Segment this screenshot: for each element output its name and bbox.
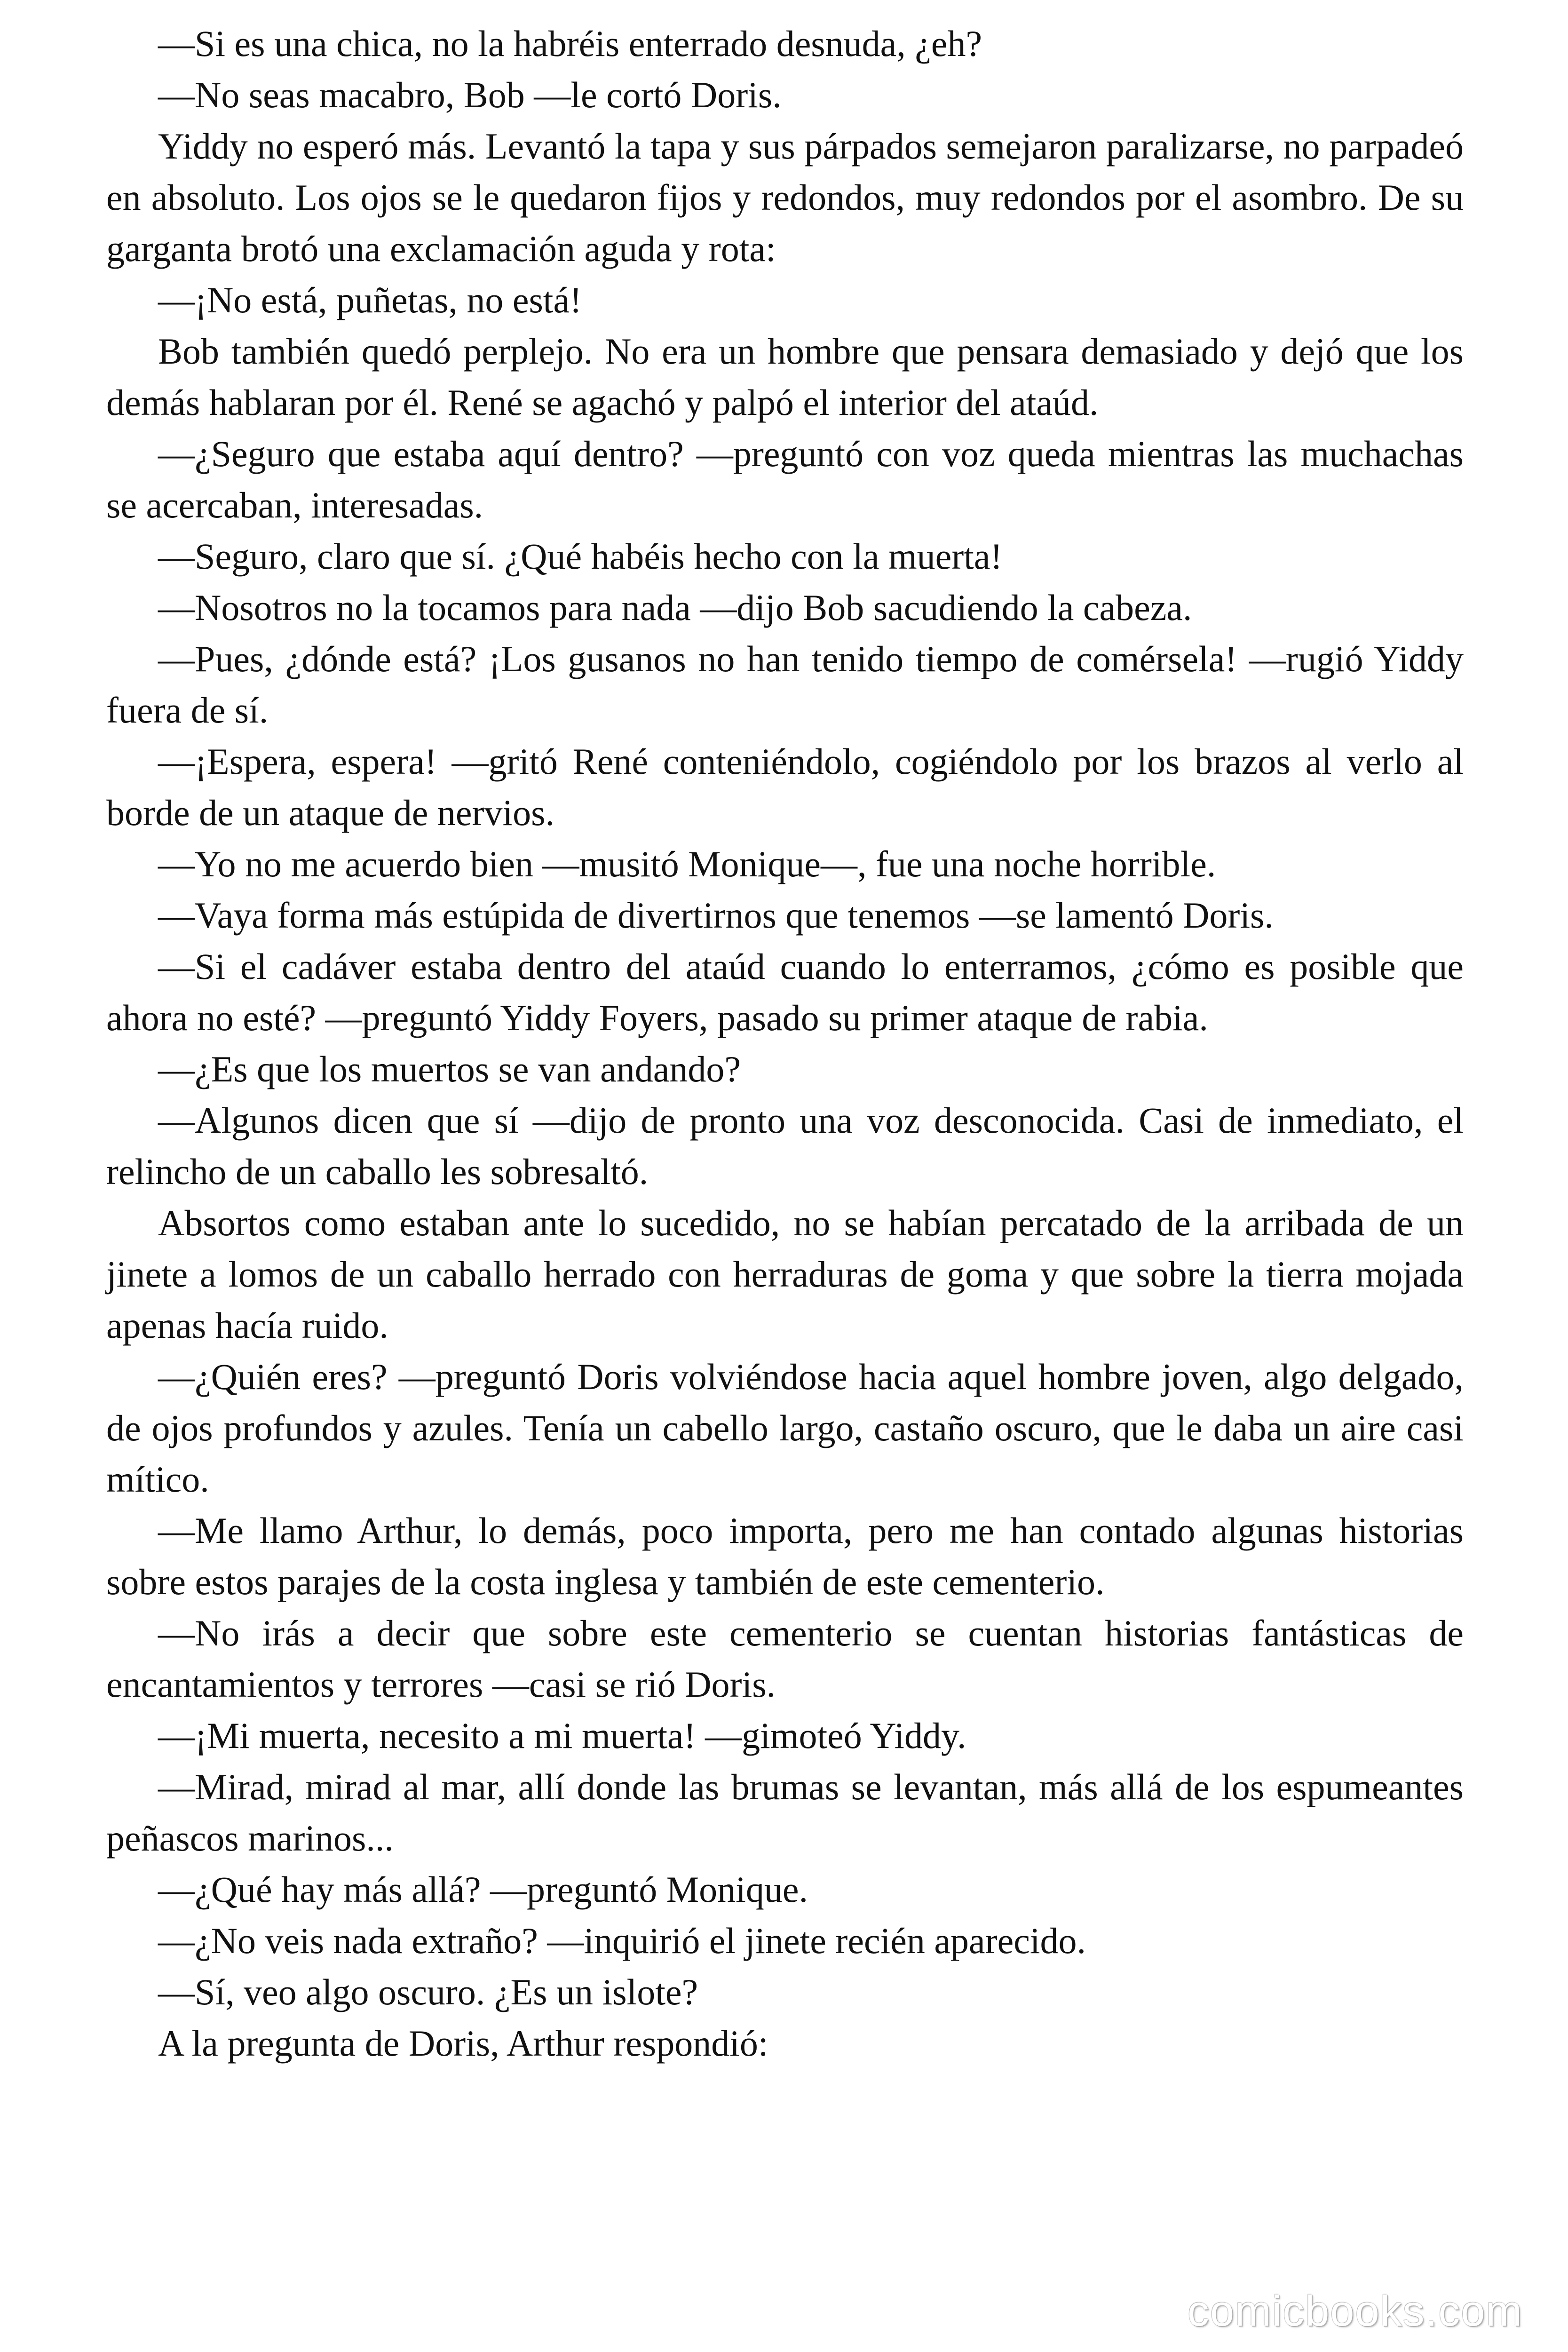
paragraph: —Si es una chica, no la habréis enterrado desnuda, ¿eh?: [158, 23, 982, 64]
paragraph: Yiddy no esperó más. Levantó la tapa y sus párpados semejaron paralizarse, no parpadeó en absoluto. Los ojos se le quedaron fijos y redondos, muy redondos por el asombro. De su garganta brotó una exclamación aguda y rota:: [106, 126, 1464, 269]
paragraph: —¡Espera, espera! —gritó René conteniéndolo, cogiéndolo por los brazos al verlo al borde de un ataque de nervios.: [106, 741, 1464, 833]
paragraph: —¿No veis nada extraño? —inquirió el jinete recién aparecido.: [158, 1920, 1086, 1961]
paragraph: —Seguro, claro que sí. ¿Qué habéis hecho con la muerta!: [158, 536, 1003, 577]
paragraph: —Vaya forma más estúpida de divertirnos que tenemos —se lamentó Doris.: [158, 895, 1274, 936]
paragraph: —Mirad, mirad al mar, allí donde las brumas se levantan, más allá de los espumeantes peñascos marinos...: [106, 1766, 1464, 1859]
paragraph: —¿Es que los muertos se van andando?: [158, 1049, 741, 1089]
paragraph: —¡No está, puñetas, no está!: [158, 279, 582, 320]
paragraph: —Me llamo Arthur, lo demás, poco importa, pero me han contado algunas historias sobre estos parajes de la costa inglesa y también de este cementerio.: [106, 1510, 1464, 1602]
paragraph: —¡Mi muerta, necesito a mi muerta! —gimoteó Yiddy.: [158, 1715, 966, 1756]
paragraph: —Pues, ¿dónde está? ¡Los gusanos no han tenido tiempo de comérsela! —rugió Yiddy fuera de sí.: [106, 638, 1464, 731]
paragraph: —No irás a decir que sobre este cementerio se cuentan historias fantásticas de encantamientos y terrores —casi se rió Doris.: [106, 1613, 1464, 1705]
paragraph: —¿Quién eres? —preguntó Doris volviéndose hacia aquel hombre joven, algo delgado, de ojos profundos y azules. Tenía un cabello largo, castaño oscuro, que le daba un aire casi mítico.: [106, 1356, 1464, 1500]
paragraph: —¿Seguro que estaba aquí dentro? —preguntó con voz queda mientras las muchachas se acercaban, interesadas.: [106, 433, 1464, 525]
paragraph: —¿Qué hay más allá? —preguntó Monique.: [158, 1869, 808, 1910]
body-text: [106, 18, 1464, 2069]
paragraph: —Sí, veo algo oscuro. ¿Es un islote?: [158, 1971, 698, 2012]
site-watermark: comicbooks.com: [1187, 2287, 1523, 2335]
paragraph: —No seas macabro, Bob —le cortó Doris.: [158, 74, 782, 115]
paragraph: A la pregunta de Doris, Arthur respondió:: [158, 2023, 768, 2064]
paragraph: Bob también quedó perplejo. No era un hombre que pensara demasiado y dejó que los demás hablaran por él. René se agachó y palpó el interior del ataúd.: [106, 331, 1464, 423]
paragraph: Absortos como estaban ante lo sucedido, no se habían percatado de la arribada de un jinete a lomos de un caballo herrado con herraduras de goma y que sobre la tierra mojada apenas hacía ruido.: [106, 1202, 1464, 1346]
paragraph: —Algunos dicen que sí —dijo de pronto una voz desconocida. Casi de inmediato, el relincho de un caballo les sobresaltó.: [106, 1100, 1464, 1192]
paragraph: —Si el cadáver estaba dentro del ataúd cuando lo enterramos, ¿cómo es posible que ahora no esté? —preguntó Yiddy Foyers, pasado su primer ataque de rabia.: [106, 946, 1464, 1038]
paragraph: —Yo no me acuerdo bien —musitó Monique—, fue una noche horrible.: [158, 843, 1216, 884]
paragraph: —Nosotros no la tocamos para nada —dijo Bob sacudiendo la cabeza.: [158, 587, 1192, 628]
